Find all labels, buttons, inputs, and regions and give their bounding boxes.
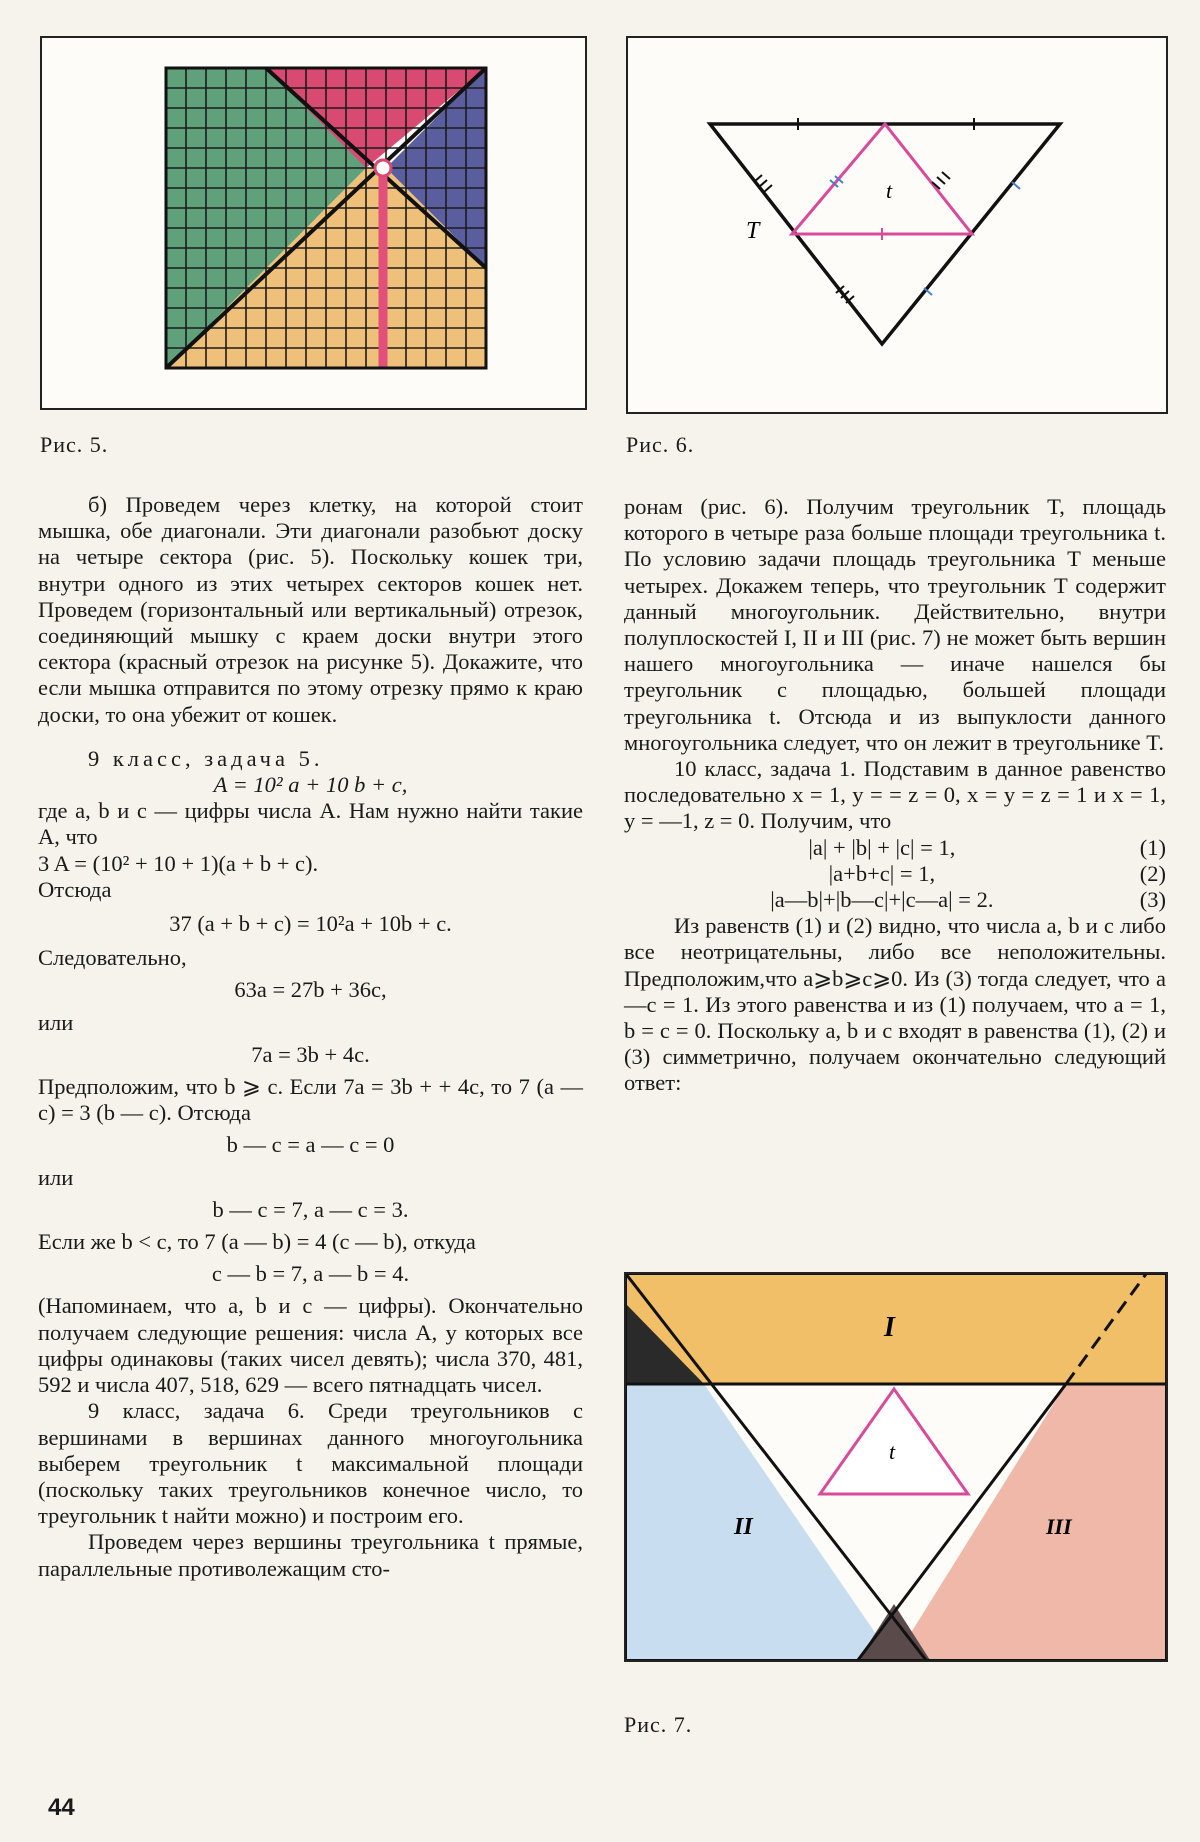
paragraph: Предположим, что b ⩾ c. Если 7a = 3b + + 4c, то 7 (a — c) = 3 (b — c). Отсюда [38,1074,583,1126]
paragraph: или [38,1164,74,1190]
label-I: I [884,1312,895,1343]
page-number: 44 [48,1794,75,1821]
paragraph: ронам (рис. 6). Получим треугольник T, площадь которого в четыре раза больше площади треугольника t. По условию задачи площадь треугольника T меньше четырех. Докажем теперь, что треугольник T содержит данный многоугольник. Действительно, внутри полуплоскостей I, II и III (рис. 7) не может быть вершин нашего многоугольника — иначе нашелся бы треугольник с площадью, большей площади треугольника t. Отсюда и из выпуклости данного многоугольника следует, что он лежит в треугольнике T. [624,494,1166,755]
half-plane-III [894,1384,1166,1660]
paragraph: или [38,1009,74,1035]
equation: b — c = 7, a — c = 3. [212,1196,409,1222]
label-t: t [889,1439,896,1464]
paragraph: (Напоминаем, что a, b и c — цифры). Окончательно получаем следующие решения: числа A, у которых все цифры одинаковы (таких чисел девять); числа 370, 481, 592 и числа 407, 518, 629 — всего пятнадцать чисел. [38,1293,583,1398]
half-planes-diagram [626,1274,1166,1660]
equation: c — b = 7, a — b = 4. [211,1261,410,1287]
equation-2: |a+b+c| = 1, (2) [828,860,1166,886]
paragraph: б) Проведем через клетку, на которой стоит мышка, обе диагонали. Эти диагонали разобьют доску на четыре сектора (рис. 5). Поскольку кошек три, внутри одного из этих четырех секторов кошек нет. Проведем (горизонтальный или вертикальный) отрезок, соединяющий мышку с краем доски внутри этого сектора (красный отрезок на рисунке 5). Докажите, что если мышка отправится по этому отрезку прямо к краю доски, то она убежит от кошек. [38,492,583,727]
tick-marks [754,118,974,303]
equation: 3 A = (10² + 10 + 1)(a + b + c). [38,850,319,876]
label-II: II [734,1514,753,1540]
paragraph: где a, b и c — цифры числа A. Нам нужно найти такие A, что [38,798,583,850]
label-III: III [1046,1514,1072,1539]
chessboard-sectors-diagram [42,38,585,408]
left-column [38,492,583,1582]
problem-heading: 9 класс, задача 5. [88,745,324,771]
figure-6 [626,36,1168,414]
figure-5 [40,36,587,410]
triangle-construction-diagram [628,38,1166,412]
triangle-t [792,124,972,234]
paragraph: 9 класс, задача 6. Среди треугольников с вершинами в вершинах данного многоугольника выберем треугольник t максимальной площади (поскольку таких треугольников конечное число, то треугольник t найти можно) и построим его. [38,1398,583,1529]
equation: 63a = 27b + 36c, [234,977,387,1003]
paragraph: Следовательно, [38,945,187,971]
caption-fig5: Рис. 5. [40,432,109,457]
label-t: t [886,178,893,203]
label-T: T [746,218,760,244]
half-plane-I [626,1274,1166,1384]
paragraph: Если же b < c, то 7 (a — b) = 4 (c — b), откуда [38,1229,476,1255]
equation: b — c = a — c = 0 [226,1132,395,1158]
caption-fig7: Рис. 7. [624,1712,693,1737]
half-plane-II [626,1384,894,1660]
right-column [624,494,1166,1097]
caption-fig6: Рис. 6. [626,432,695,457]
equation-1: |a| + |b| + |c| = 1, (1) [808,834,1166,860]
equation: A = 10² a + 10 b + c, [213,772,408,798]
equation: 37 (a + b + c) = 10²a + 10b + c. [169,911,452,937]
paragraph: Проведем через вершины треугольника t прямые, параллельные противолежащим сто- [38,1529,583,1581]
figure-7 [624,1272,1168,1662]
paragraph: Отсюда [38,876,112,902]
paragraph: 10 класс, задача 1. Подставим в данное равенство последовательно x = 1, y = = z = 0, x = y = z = 1 и x = 1, y = —1, z = 0. Получим, что [624,756,1166,834]
equation-3: |a—b|+|b—c|+|c—a| = 2. (3) [770,887,1166,913]
paragraph: Из равенств (1) и (2) видно, что числа a, b и c либо все неотрицательны, либо все неположительны. Предположим,что a⩾b⩾c⩾0. Из (3) тогда следует, что a—c = 1. Из этого равенства и из (1) получаем, что a = 1, b = c = 0. Поскольку a, b и c входят в равенства (1), (2) и (3) симметрично, получаем окончательно следующий ответ: [624,913,1166,1096]
mouse-marker [375,160,391,176]
equation: 7a = 3b + 4c. [251,1041,370,1067]
